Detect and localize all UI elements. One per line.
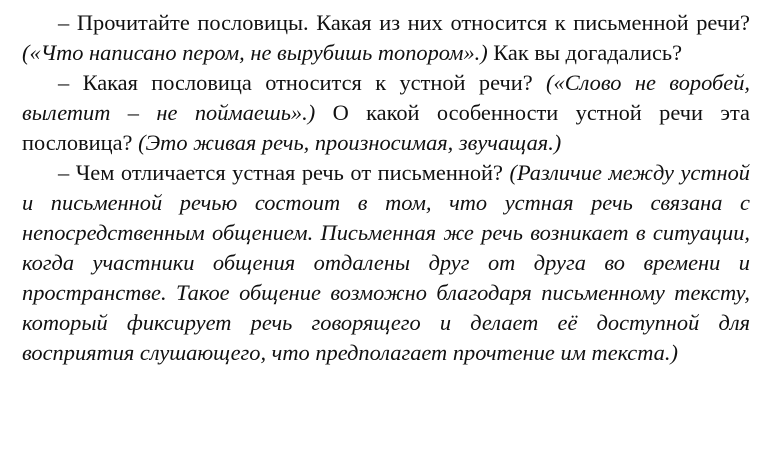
question-text: – Прочитайте пословицы. Какая из них относится к письменной речи? — [58, 10, 750, 35]
answer-text: («Слово не воробей, вылетит – не поймаешь».) — [22, 70, 750, 125]
question-text: – Какая пословица относится к устной речи? — [58, 70, 547, 95]
paragraph-proverb-oral — [22, 68, 750, 158]
paragraph-proverb-written — [22, 8, 750, 68]
paragraph-oral-vs-written — [22, 158, 750, 368]
question-text: – Чем отличается устная речь от письменной? — [58, 160, 510, 185]
answer-text: («Что написано пером, не вырубишь топором».) — [22, 40, 488, 65]
answer-text: (Это живая речь, произносимая, звучащая.) — [138, 130, 562, 155]
question-text: О какой особенности устной речи эта пословица? — [22, 100, 750, 155]
answer-text: (Различие между устной и письменной речью состоит в том, что устная речь связана с непосредственным общением. Письменная же речь возникает в ситуации, когда участники общения отдалены друг от друга во времени и пространстве. Такое общение возможно благодаря письменному тексту, который фиксирует речь говорящего и делает её доступной для восприятия слушающего, что предполагает прочтение им текста.) — [22, 160, 750, 365]
question-text: Как вы догадались? — [487, 40, 683, 65]
